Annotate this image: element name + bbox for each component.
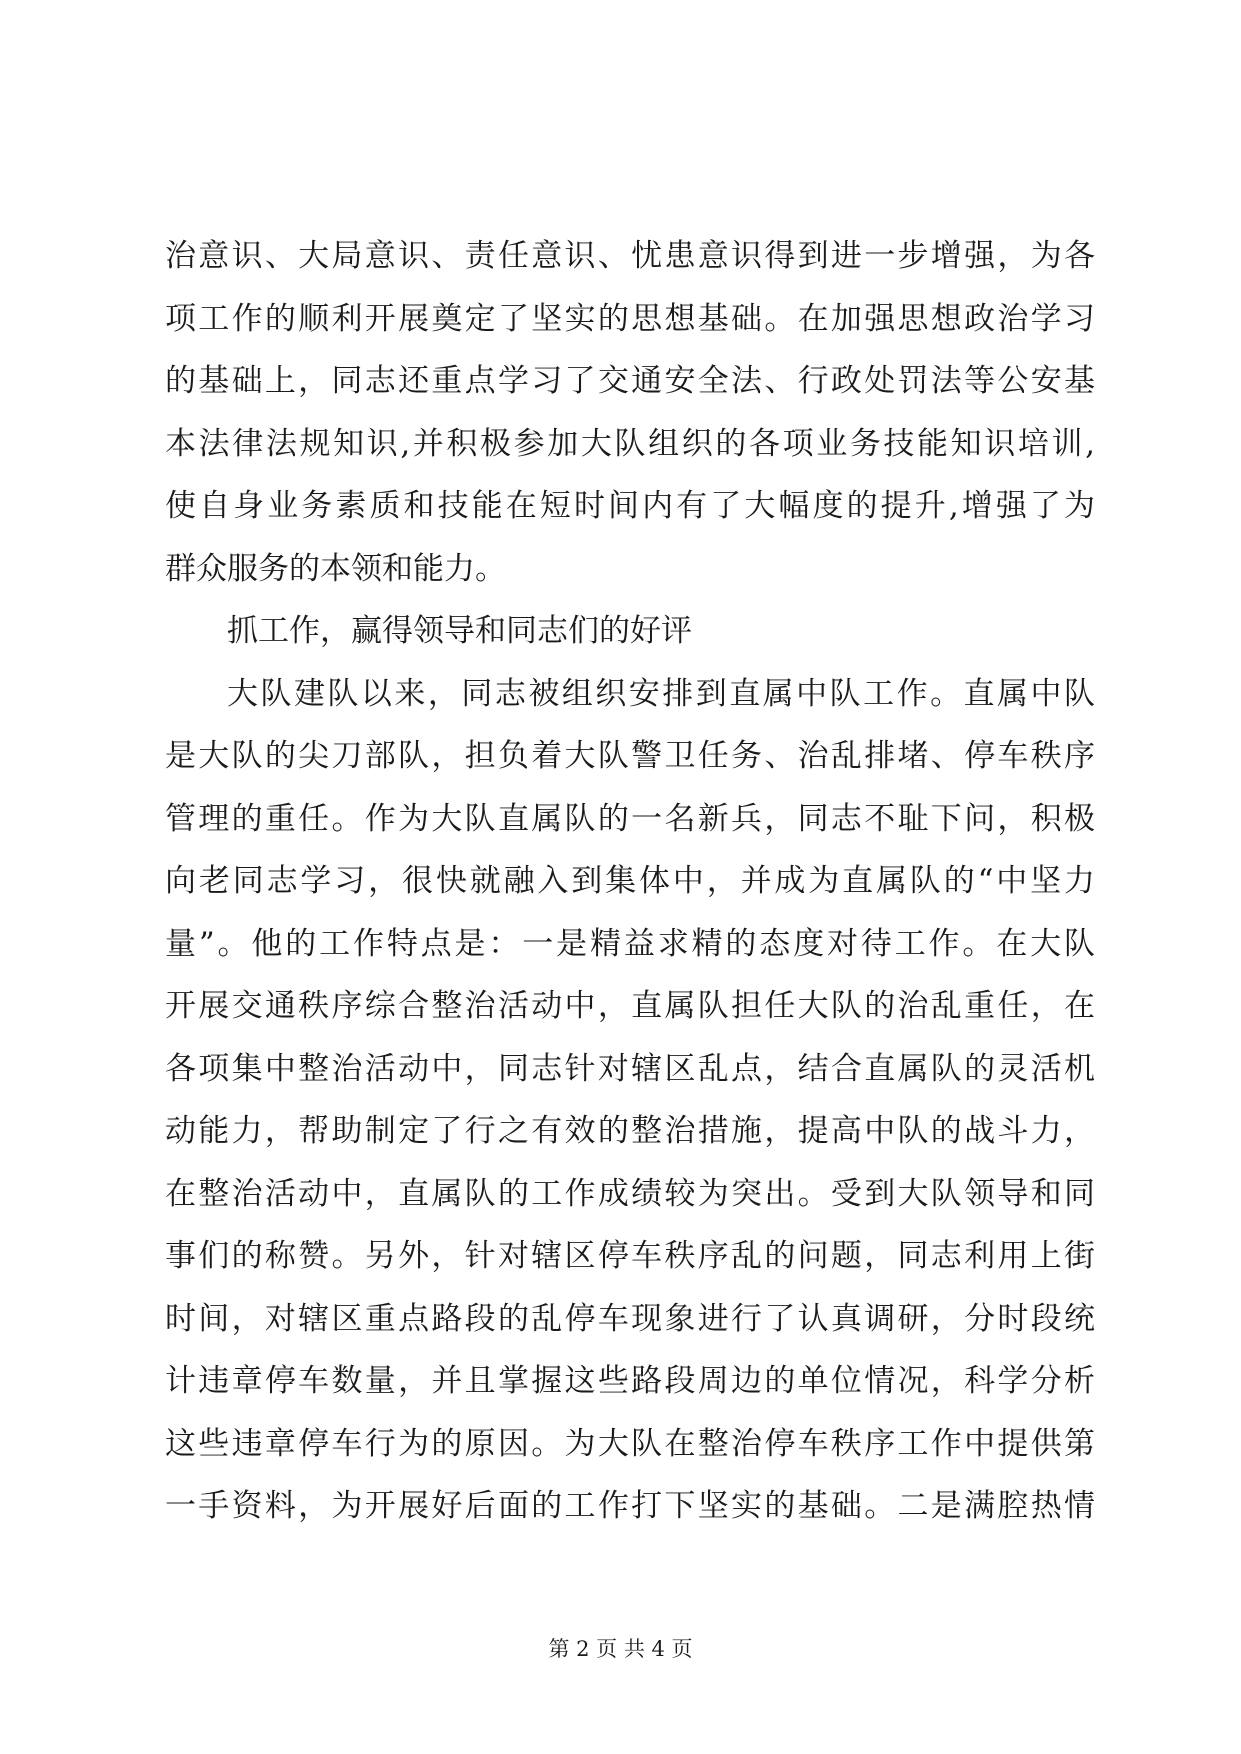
text-line: 事们的称赞。另外，针对辖区停车秩序乱的问题，同志利用上街 <box>165 1238 1095 1274</box>
text-line: 群众服务的本领和能力。 <box>165 550 506 587</box>
text-line: 管理的重任。作为大队直属队的一名新兵，同志不耻下问，积极 <box>165 800 1095 837</box>
page-footer: 第 2 页 共 4 页 <box>548 1637 693 1661</box>
text-line: 计违章停车数量，并且掌握这些路段周边的单位情况，科学分析 <box>165 1363 1095 1399</box>
text-line: 开展交通秩序综合整治活动中，直属队担任大队的治乱重任，在 <box>165 988 1095 1024</box>
text-line: 本法律法规知识,并积极参加大队组织的各项业务技能知识培训, <box>165 425 1095 462</box>
text-line: 时间，对辖区重点路段的乱停车现象进行了认真调研，分时段统 <box>165 1300 1095 1337</box>
text-line: 治意识、大局意识、责任意识、忧患意识得到进一步增强，为各 <box>165 238 1095 274</box>
text-line: 大队建队以来，同志被组织安排到直属中队工作。直属中队 <box>227 675 1095 712</box>
text-line: 项工作的顺利开展奠定了坚实的思想基础。在加强思想政治学习 <box>165 300 1095 337</box>
text-line: 各项集中整治活动中，同志针对辖区乱点，结合直属队的灵活机 <box>165 1050 1095 1087</box>
text-line: 使自身业务素质和技能在短时间内有了大幅度的提升,增强了为 <box>165 488 1095 524</box>
body-text <box>165 225 1095 1538</box>
section-heading: 抓工作，赢得领导和同志们的好评 <box>227 613 692 649</box>
text-line: 是大队的尖刀部队，担负着大队警卫任务、治乱排堵、停车秩序 <box>165 738 1095 774</box>
text-line: 动能力，帮助制定了行之有效的整治措施，提高中队的战斗力， <box>165 1113 1095 1149</box>
text-line: 的基础上，同志还重点学习了交通安全法、行政处罚法等公安基 <box>165 363 1095 399</box>
text-line: 量”。他的工作特点是：一是精益求精的态度对待工作。在大队 <box>165 925 1095 962</box>
text-line: 这些违章停车行为的原因。为大队在整治停车秩序工作中提供第 <box>165 1425 1095 1462</box>
text-line: 向老同志学习，很快就融入到集体中，并成为直属队的“中坚力 <box>165 863 1095 899</box>
text-line: 一手资料，为开展好后面的工作打下坚实的基础。二是满腔热情 <box>165 1488 1095 1524</box>
text-line: 在整治活动中，直属队的工作成绩较为突出。受到大队领导和同 <box>165 1175 1095 1212</box>
